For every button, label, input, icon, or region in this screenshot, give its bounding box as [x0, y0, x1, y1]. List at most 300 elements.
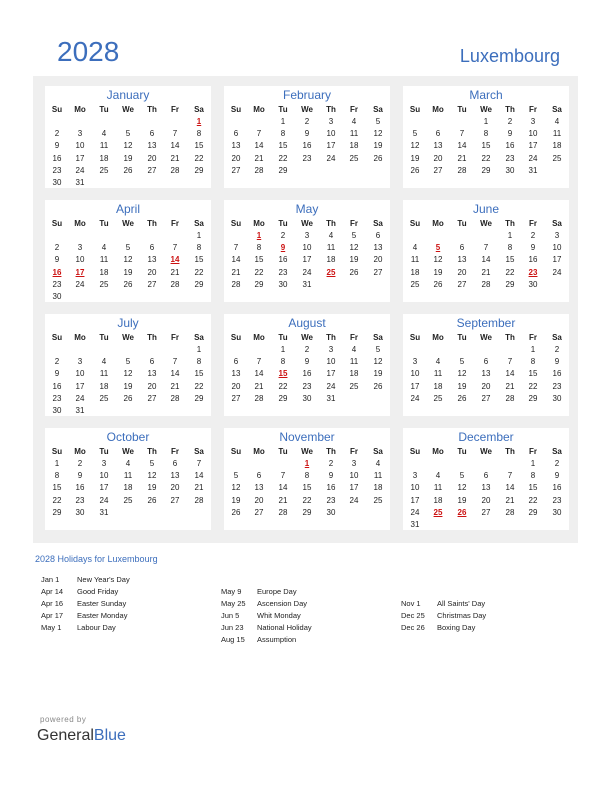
country-title: Luxembourg — [459, 46, 560, 66]
weekday-header: Su — [409, 219, 421, 228]
day-cell: 20 — [147, 153, 157, 163]
month-january — [45, 86, 211, 188]
weekday-header: We — [122, 333, 134, 342]
day-cell: 21 — [194, 483, 204, 493]
day-cell: 8 — [196, 129, 202, 139]
day-cell: 12 — [457, 483, 467, 493]
holiday-name: Good Friday — [77, 587, 119, 596]
weekday-header: Tu — [99, 333, 109, 342]
month-august — [224, 314, 390, 416]
weekday-header-row — [224, 104, 390, 116]
day-cell: 10 — [75, 141, 85, 151]
holiday-date: Dec 26 — [401, 623, 425, 632]
day-cell: 3 — [530, 117, 536, 126]
day-cell: 9 — [54, 141, 60, 151]
day-cell: 25 — [349, 153, 359, 163]
month-july — [45, 314, 211, 416]
weekday-header: Su — [51, 219, 63, 228]
day-cell: 4 — [101, 129, 107, 139]
day-cell: 5 — [125, 129, 131, 139]
holiday-day-cell: 25 — [433, 507, 443, 517]
day-cell: 9 — [304, 357, 310, 367]
day-cell: 23 — [302, 153, 312, 163]
holiday-name: Christmas Day — [437, 611, 487, 620]
day-cell: 12 — [373, 357, 383, 367]
day-cell: 14 — [170, 369, 180, 379]
weekday-header-row — [403, 104, 569, 116]
day-cell: 14 — [278, 483, 288, 493]
day-cell: 30 — [75, 507, 85, 517]
month-april — [45, 200, 211, 302]
weekday-header: Tu — [99, 447, 109, 456]
day-cell: 6 — [233, 129, 239, 139]
day-cell: 24 — [410, 507, 420, 517]
weekday-header: Su — [51, 447, 63, 456]
month-october — [45, 428, 211, 530]
year-title: 2028 — [57, 36, 120, 67]
day-cell: 11 — [349, 357, 359, 367]
holiday-day-cell: 1 — [196, 117, 202, 126]
weekday-header: We — [122, 105, 134, 114]
day-cell: 21 — [481, 267, 491, 277]
day-cell: 4 — [125, 459, 131, 468]
day-cell: 8 — [530, 357, 536, 367]
weekday-header: Mo — [432, 219, 444, 228]
day-cell: 27 — [231, 393, 241, 403]
day-cell: 31 — [326, 393, 336, 403]
day-cell: 17 — [528, 141, 538, 151]
day-cell: 4 — [101, 243, 107, 253]
day-cell: 3 — [304, 231, 310, 240]
day-cell: 31 — [302, 279, 312, 289]
day-cell: 26 — [373, 153, 383, 163]
day-cell: 16 — [302, 141, 312, 151]
day-cell: 2 — [77, 459, 83, 468]
month-name: November — [279, 430, 335, 444]
day-cell: 20 — [147, 267, 157, 277]
weekday-header: Th — [326, 219, 336, 228]
day-cell: 16 — [552, 483, 562, 493]
day-cell: 2 — [304, 117, 310, 126]
day-cell: 6 — [459, 243, 465, 253]
day-cell: 3 — [554, 231, 560, 240]
day-cell: 22 — [481, 153, 491, 163]
weekday-header: Su — [51, 333, 63, 342]
day-cell: 27 — [147, 165, 157, 175]
weekday-header: Fr — [529, 219, 537, 228]
day-cell: 4 — [328, 231, 334, 240]
day-cell: 17 — [349, 483, 359, 493]
holiday-name: National Holiday — [257, 623, 312, 632]
day-cell: 29 — [505, 279, 515, 289]
brand-part-blue: Blue — [93, 727, 126, 744]
day-cell: 11 — [99, 255, 109, 265]
holiday-day-cell: 16 — [52, 267, 62, 277]
day-cell: 1 — [530, 345, 536, 354]
day-cell: 19 — [457, 495, 467, 505]
day-cell: 15 — [194, 369, 204, 379]
day-cell: 25 — [123, 495, 133, 505]
day-cell: 22 — [528, 381, 538, 391]
day-cell: 14 — [194, 471, 204, 481]
day-cell: 21 — [505, 495, 515, 505]
day-cell: 18 — [433, 495, 443, 505]
weekday-header: Tu — [278, 333, 288, 342]
day-cell: 3 — [77, 243, 83, 253]
weekday-header: Su — [409, 333, 421, 342]
day-cell: 7 — [172, 357, 178, 367]
day-cell: 26 — [231, 507, 241, 517]
holiday-date: May 25 — [221, 599, 246, 608]
day-cell: 20 — [147, 381, 157, 391]
day-cell: 22 — [302, 495, 312, 505]
weekday-header: Tu — [457, 447, 467, 456]
holiday-day-cell: 17 — [75, 267, 85, 277]
day-cell: 22 — [278, 153, 288, 163]
day-cell: 14 — [254, 141, 264, 151]
day-cell: 8 — [507, 243, 513, 253]
holiday-day-cell: 1 — [304, 459, 310, 468]
day-cell: 7 — [280, 471, 286, 481]
day-cell: 26 — [410, 165, 420, 175]
weekday-header: Sa — [373, 333, 383, 342]
weekday-header: Mo — [253, 219, 265, 228]
day-cell: 19 — [373, 369, 383, 379]
day-cell: 24 — [75, 165, 85, 175]
day-cell: 2 — [554, 345, 560, 354]
holiday-name: Easter Sunday — [77, 599, 127, 608]
day-cell: 16 — [326, 483, 336, 493]
day-cell: 23 — [505, 153, 515, 163]
day-cell: 21 — [457, 153, 467, 163]
weekday-header: Fr — [171, 219, 179, 228]
weekday-header: Th — [505, 333, 515, 342]
day-cell: 5 — [125, 357, 131, 367]
weekday-header: Sa — [194, 219, 204, 228]
day-cell: 23 — [52, 279, 62, 289]
day-cell: 13 — [231, 141, 241, 151]
day-cell: 31 — [99, 507, 109, 517]
month-name: June — [472, 202, 500, 216]
day-cell: 12 — [147, 471, 157, 481]
day-cell: 4 — [554, 117, 560, 126]
day-cell: 18 — [123, 483, 133, 493]
holiday-name: New Year's Day — [77, 575, 130, 584]
day-cell: 17 — [326, 141, 336, 151]
day-cell: 24 — [349, 495, 359, 505]
day-cell: 20 — [481, 495, 491, 505]
day-cell: 4 — [101, 357, 107, 367]
day-cell: 19 — [410, 153, 420, 163]
day-cell: 2 — [304, 345, 310, 354]
holiday-date: Apr 16 — [41, 599, 64, 608]
day-cell: 22 — [52, 495, 62, 505]
holiday-day-cell: 25 — [326, 267, 336, 277]
weekday-header: Tu — [278, 219, 288, 228]
day-cell: 26 — [123, 165, 133, 175]
day-cell: 7 — [172, 129, 178, 139]
day-cell: 27 — [147, 393, 157, 403]
day-cell: 12 — [457, 369, 467, 379]
day-cell: 27 — [373, 267, 383, 277]
day-cell: 13 — [481, 369, 491, 379]
brand-logo — [37, 727, 126, 745]
day-cell: 26 — [147, 495, 157, 505]
day-cell: 3 — [101, 459, 107, 468]
day-cell: 5 — [412, 129, 418, 139]
day-cell: 28 — [170, 165, 180, 175]
day-cell: 13 — [254, 483, 264, 493]
day-cell: 23 — [52, 165, 62, 175]
month-may — [224, 200, 390, 302]
weekday-header: Tu — [99, 105, 109, 114]
day-cell: 5 — [149, 459, 155, 468]
weekday-header: Mo — [74, 333, 86, 342]
day-cell: 23 — [75, 495, 85, 505]
weekday-header: Th — [147, 333, 157, 342]
weekday-header: Th — [147, 447, 157, 456]
day-cell: 15 — [528, 369, 538, 379]
day-cell: 13 — [457, 255, 467, 265]
day-cell: 3 — [328, 345, 334, 354]
day-cell: 25 — [349, 381, 359, 391]
day-cell: 23 — [52, 393, 62, 403]
day-cell: 12 — [231, 483, 241, 493]
day-cell: 4 — [435, 357, 441, 367]
day-cell: 21 — [231, 267, 241, 277]
day-cell: 13 — [147, 141, 157, 151]
day-cell: 16 — [528, 255, 538, 265]
day-cell: 27 — [147, 279, 157, 289]
day-cell: 9 — [77, 471, 83, 481]
month-name: October — [106, 430, 150, 444]
day-cell: 10 — [349, 471, 359, 481]
day-cell: 13 — [231, 369, 241, 379]
day-cell: 26 — [433, 279, 443, 289]
weekday-header: Sa — [552, 333, 562, 342]
day-cell: 11 — [410, 255, 420, 265]
day-cell: 20 — [231, 153, 241, 163]
day-cell: 9 — [54, 369, 60, 379]
day-cell: 29 — [528, 393, 538, 403]
weekday-header: Th — [326, 105, 336, 114]
holiday-date: May 1 — [41, 623, 62, 632]
weekday-header: Sa — [194, 105, 204, 114]
day-cell: 30 — [278, 279, 288, 289]
day-cell: 22 — [194, 267, 204, 277]
weekday-header: Mo — [74, 219, 86, 228]
day-cell: 20 — [373, 255, 383, 265]
day-cell: 14 — [231, 255, 241, 265]
day-cell: 17 — [410, 495, 420, 505]
day-cell: 12 — [433, 255, 443, 265]
day-cell: 3 — [412, 471, 418, 481]
day-cell: 6 — [375, 231, 381, 240]
day-cell: 14 — [457, 141, 467, 151]
day-cell: 22 — [254, 267, 264, 277]
month-june — [403, 200, 569, 302]
powered-by-text: powered by — [40, 715, 87, 724]
day-cell: 8 — [483, 129, 489, 139]
day-cell: 10 — [75, 369, 85, 379]
day-cell: 30 — [52, 292, 62, 301]
holiday-date: Nov 1 — [401, 599, 421, 608]
day-cell: 1 — [54, 459, 60, 468]
day-cell: 9 — [304, 129, 310, 139]
day-cell: 6 — [149, 129, 155, 139]
weekday-header: Fr — [529, 105, 537, 114]
day-cell: 13 — [170, 471, 180, 481]
weekday-header: Th — [505, 219, 515, 228]
day-cell: 5 — [459, 357, 465, 367]
weekday-header: Fr — [350, 105, 358, 114]
day-cell: 27 — [170, 495, 180, 505]
day-cell: 30 — [52, 406, 62, 415]
weekday-header: Fr — [171, 447, 179, 456]
day-cell: 13 — [481, 483, 491, 493]
weekday-header: Sa — [194, 333, 204, 342]
day-cell: 5 — [375, 345, 381, 354]
holiday-day-cell: 5 — [435, 243, 441, 253]
day-cell: 19 — [123, 153, 133, 163]
weekday-header: Su — [230, 447, 242, 456]
day-cell: 15 — [528, 483, 538, 493]
weekday-header: Sa — [552, 105, 562, 114]
day-cell: 21 — [170, 381, 180, 391]
day-cell: 8 — [304, 471, 310, 481]
day-cell: 17 — [75, 153, 85, 163]
day-cell: 12 — [373, 129, 383, 139]
weekday-header: We — [480, 219, 492, 228]
weekday-header: Tu — [278, 447, 288, 456]
day-cell: 24 — [528, 153, 538, 163]
day-cell: 19 — [457, 381, 467, 391]
day-cell: 15 — [278, 141, 288, 151]
weekday-header: We — [122, 447, 134, 456]
day-cell: 2 — [280, 231, 286, 240]
weekday-header: Su — [230, 219, 242, 228]
day-cell: 30 — [52, 178, 62, 187]
day-cell: 29 — [194, 165, 204, 175]
weekday-header: We — [301, 447, 313, 456]
holiday-date: Apr 17 — [41, 611, 64, 620]
day-cell: 30 — [326, 507, 336, 517]
weekday-header: Th — [326, 447, 336, 456]
day-cell: 18 — [99, 381, 109, 391]
day-cell: 19 — [147, 483, 157, 493]
day-cell: 21 — [278, 495, 288, 505]
day-cell: 19 — [231, 495, 241, 505]
day-cell: 28 — [457, 165, 467, 175]
day-cell: 8 — [196, 357, 202, 367]
day-cell: 27 — [481, 507, 491, 517]
day-cell: 3 — [351, 459, 357, 468]
month-december — [403, 428, 569, 530]
day-cell: 6 — [149, 243, 155, 253]
month-name: September — [456, 316, 516, 330]
day-cell: 27 — [481, 393, 491, 403]
day-cell: 15 — [481, 141, 491, 151]
day-cell: 17 — [99, 483, 109, 493]
day-cell: 21 — [170, 267, 180, 277]
day-cell: 18 — [349, 141, 359, 151]
holiday-name: Labour Day — [77, 623, 116, 632]
weekday-header: Tu — [457, 219, 467, 228]
weekday-header: Mo — [253, 333, 265, 342]
day-cell: 14 — [505, 369, 515, 379]
day-cell: 1 — [196, 345, 202, 354]
day-cell: 30 — [528, 279, 538, 289]
day-cell: 20 — [170, 483, 180, 493]
day-cell: 4 — [351, 345, 357, 354]
day-cell: 28 — [481, 279, 491, 289]
day-cell: 2 — [328, 459, 334, 468]
day-cell: 24 — [410, 393, 420, 403]
day-cell: 23 — [552, 381, 562, 391]
day-cell: 23 — [552, 495, 562, 505]
day-cell: 16 — [75, 483, 85, 493]
day-cell: 12 — [123, 255, 133, 265]
day-cell: 5 — [125, 243, 131, 253]
weekday-header: Th — [147, 105, 157, 114]
day-cell: 29 — [481, 165, 491, 175]
day-cell: 3 — [328, 117, 334, 126]
weekday-header: Mo — [74, 447, 86, 456]
day-cell: 24 — [326, 153, 336, 163]
weekday-header: Su — [409, 447, 421, 456]
weekday-header: Sa — [373, 105, 383, 114]
weekday-header: Fr — [529, 447, 537, 456]
weekday-header: Mo — [253, 105, 265, 114]
day-cell: 21 — [254, 381, 264, 391]
day-cell: 28 — [254, 165, 264, 175]
day-cell: 18 — [433, 381, 443, 391]
holiday-day-cell: 26 — [457, 507, 467, 517]
holiday-day-cell: 14 — [170, 255, 180, 265]
weekday-header: We — [301, 219, 313, 228]
day-cell: 26 — [123, 393, 133, 403]
day-cell: 24 — [75, 393, 85, 403]
day-cell: 21 — [170, 153, 180, 163]
day-cell: 8 — [280, 129, 286, 139]
day-cell: 18 — [349, 369, 359, 379]
day-cell: 15 — [52, 483, 62, 493]
weekday-header: Sa — [373, 447, 383, 456]
day-cell: 28 — [505, 507, 515, 517]
day-cell: 10 — [528, 129, 538, 139]
weekday-header: Mo — [432, 105, 444, 114]
weekday-header: Su — [230, 333, 242, 342]
day-cell: 3 — [77, 129, 83, 139]
holiday-date: Jun 5 — [221, 611, 240, 620]
day-cell: 18 — [373, 483, 383, 493]
day-cell: 6 — [483, 357, 489, 367]
day-cell: 30 — [505, 165, 515, 175]
day-cell: 27 — [433, 165, 443, 175]
day-cell: 15 — [194, 255, 204, 265]
day-cell: 25 — [552, 153, 562, 163]
day-cell: 7 — [459, 129, 465, 139]
day-cell: 10 — [410, 369, 420, 379]
month-february — [224, 86, 390, 188]
weekday-header-row — [403, 218, 569, 230]
month-name: August — [288, 316, 326, 330]
day-cell: 16 — [52, 381, 62, 391]
day-cell: 25 — [99, 279, 109, 289]
weekday-header-row — [403, 332, 569, 344]
day-cell: 19 — [123, 267, 133, 277]
day-cell: 17 — [410, 381, 420, 391]
